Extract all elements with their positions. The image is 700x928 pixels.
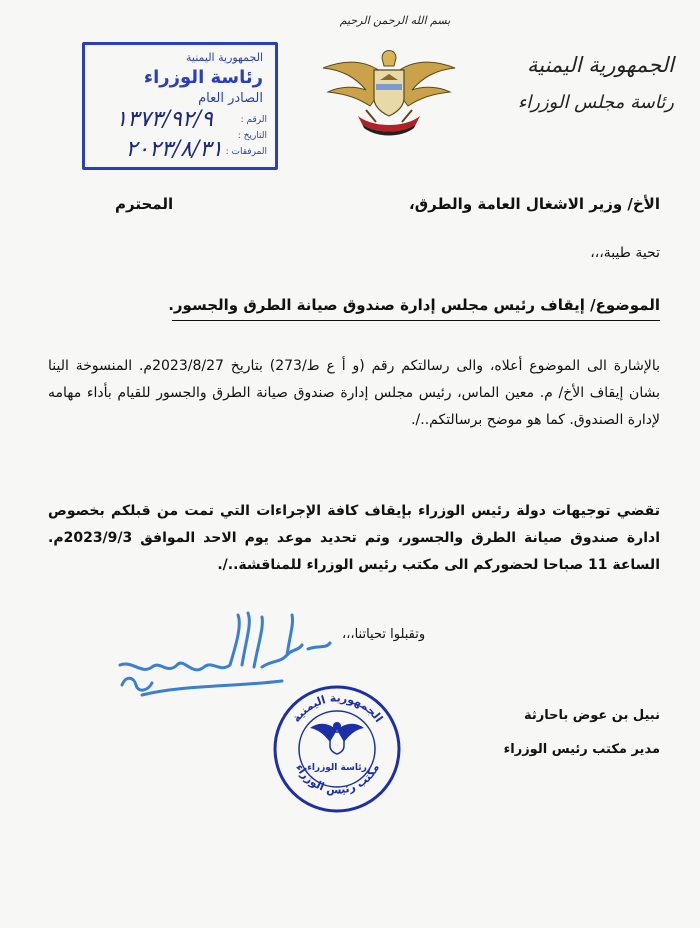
stamp-date-label: التاريخ : [237, 131, 267, 141]
outgoing-stamp [82, 42, 278, 170]
stamp-ref-label: الرقم : [240, 115, 267, 125]
closing: وتقبلوا تحياتنا،،، [342, 627, 426, 642]
government-name: الجمهورية اليمنية [526, 53, 674, 77]
office-name: رئاسة مجلس الوزراء [517, 92, 674, 113]
stamp-attach-label: المرفقات : [225, 147, 267, 157]
office-seal [270, 682, 405, 817]
stamp-country: الجمهورية اليمنية [185, 51, 263, 64]
stamp-date-value: ٢٠٢٣/٨/٣١ [125, 137, 223, 162]
basmala: بسم الله الرحمن الرحيم [339, 14, 451, 27]
addressee: الأخ/ وزير الاشغال العامة والطرق، [409, 195, 660, 213]
stamp-registry: الصادر العام [198, 91, 263, 106]
subject-underline [172, 320, 660, 321]
subject: الموضوع/ إيقاف رئيس مجلس إدارة صندوق صيانة الطرق والجسور. [168, 296, 660, 314]
signer-title: مدير مكتب رئيس الوزراء [503, 742, 660, 757]
honorific: المحترم [115, 195, 174, 213]
signer-name: نبيل بن عوض باحارثة [523, 708, 660, 723]
seal-inner-text: رئاسة الوزراء [307, 763, 367, 773]
stamp-ref-number: ١٣٧٣/٩٢/٩ [115, 107, 213, 132]
stamp-office: رئاسة الوزراء [143, 67, 263, 88]
seal-outer-text: الجمهورية اليمنية [289, 691, 386, 725]
seal-bottom-text: مكتب رئيس الوزراء [293, 761, 382, 797]
seal-eagle-icon [310, 722, 364, 754]
paragraph-2: تقضي توجيهات دولة رئيس الوزراء بإيقاف كافة الإجراءات التي تمت من قبلكم بخصوص ادارة صندوق صيانة الطرق والجسور، وتم تحديد موعد يوم الاحد الموافق 2023/9/3م. الساعة 11 صباحا لحضوركم الى مكتب رئيس الوزراء للمناقشة../. [48, 503, 660, 573]
greeting: تحية طيبة،،، [590, 245, 660, 261]
paragraph-1: بالإشارة الى الموضوع أعلاه، والى رسالتكم رقم (و أ ع ط/273) بتاريخ 2023/8/27م. المنسوخة الينا بشان إيقاف الأخ/ م. معين الماس، رئيس مجلس إدارة صندوق صيانة الطرق والجسور للقيام بأداء مهامه لإدارة الصندوق. كما هو موضح برسالتكم../. [48, 358, 660, 428]
eagle-emblem-icon [318, 40, 460, 140]
